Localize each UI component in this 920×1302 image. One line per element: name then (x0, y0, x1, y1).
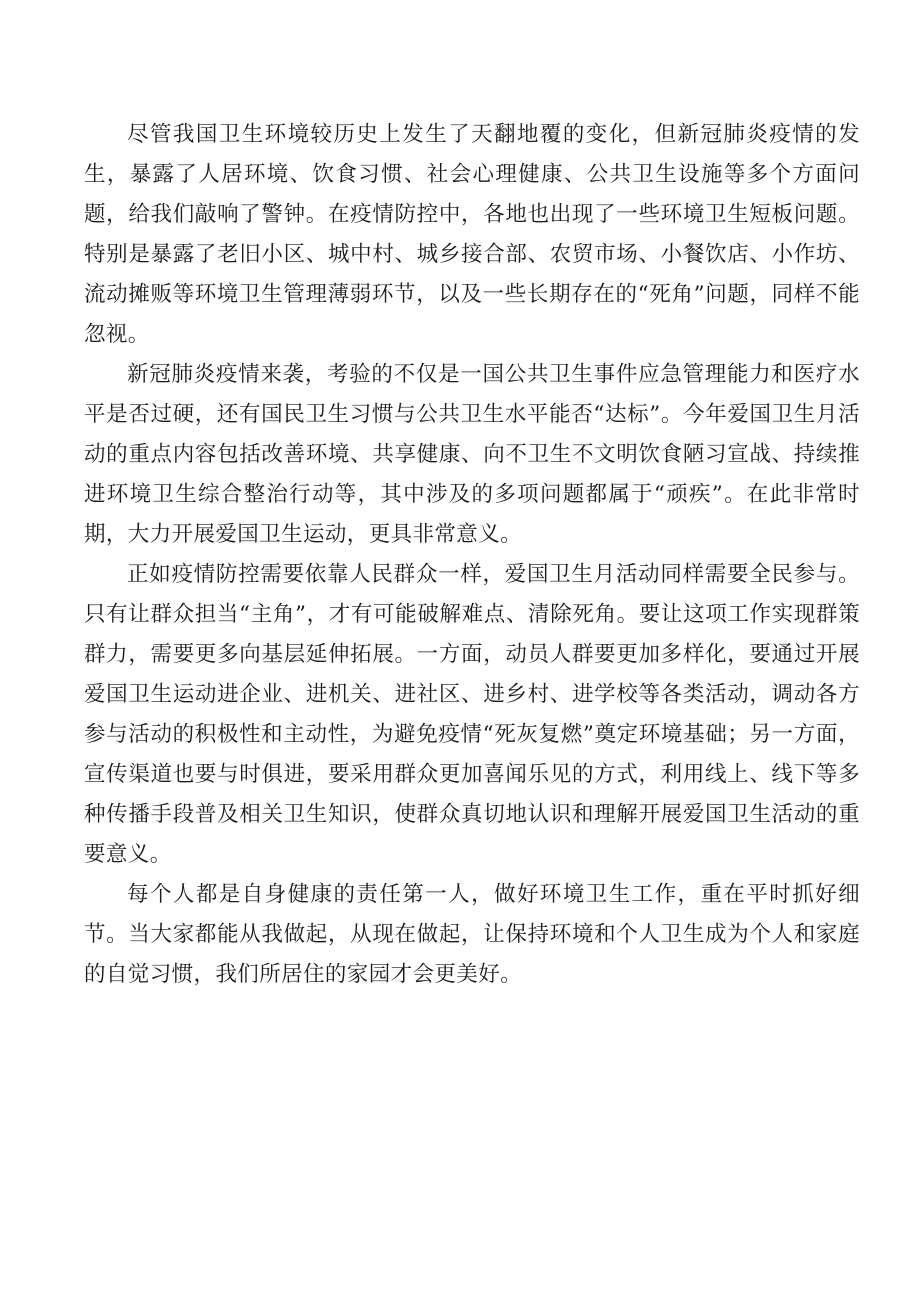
paragraph-1: 尽管我国卫生环境较历史上发生了天翻地覆的变化，但新冠肺炎疫情的发生，暴露了人居环境、饮食习惯、社会心理健康、公共卫生设施等多个方面问题，给我们敲响了警钟。在疫情防控中，各地也出现了一些环境卫生短板问题。特别是暴露了老旧小区、城中村、城乡接合部、农贸市场、小餐饮店、小作坊、流动摊贩等环境卫生管理薄弱环节，以及一些长期存在的“死角”问题，同样不能忽视。 (84, 122, 860, 347)
document-body (84, 115, 860, 995)
paragraph-3: 正如疫情防控需要依靠人民群众一样，爱国卫生月活动同样需要全民参与。只有让群众担当“主角”，才有可能破解难点、清除死角。要让这项工作实现群策群力，需要更多向基层延伸拓展。一方面，动员人群要更加多样化，要通过开展爱国卫生运动进企业、进机关、进社区、进乡村、进学校等各类活动，调动各方参与活动的积极性和主动性，为避免疫情“死灰复燃”奠定环境基础；另一方面，宣传渠道也要与时俱进，要采用群众更加喜闻乐见的方式，利用线上、线下等多种传播手段普及相关卫生知识，使群众真切地认识和理解开展爱国卫生活动的重要意义。 (84, 562, 860, 867)
paragraph-2: 新冠肺炎疫情来袭，考验的不仅是一国公共卫生事件应急管理能力和医疗水平是否过硬，还有国民卫生习惯与公共卫生水平能否“达标”。今年爱国卫生月活动的重点内容包括改善环境、共享健康、向不卫生不文明饮食陋习宣战、持续推进环境卫生综合整治行动等，其中涉及的多项问题都属于“顽疾”。在此非常时期，大力开展爱国卫生运动，更具非常意义。 (84, 362, 860, 547)
paragraph-4: 每个人都是自身健康的责任第一人，做好环境卫生工作，重在平时抓好细节。当大家都能从我做起，从现在做起，让保持环境和个人卫生成为个人和家庭的自觉习惯，我们所居住的家园才会更美好。 (84, 882, 860, 987)
